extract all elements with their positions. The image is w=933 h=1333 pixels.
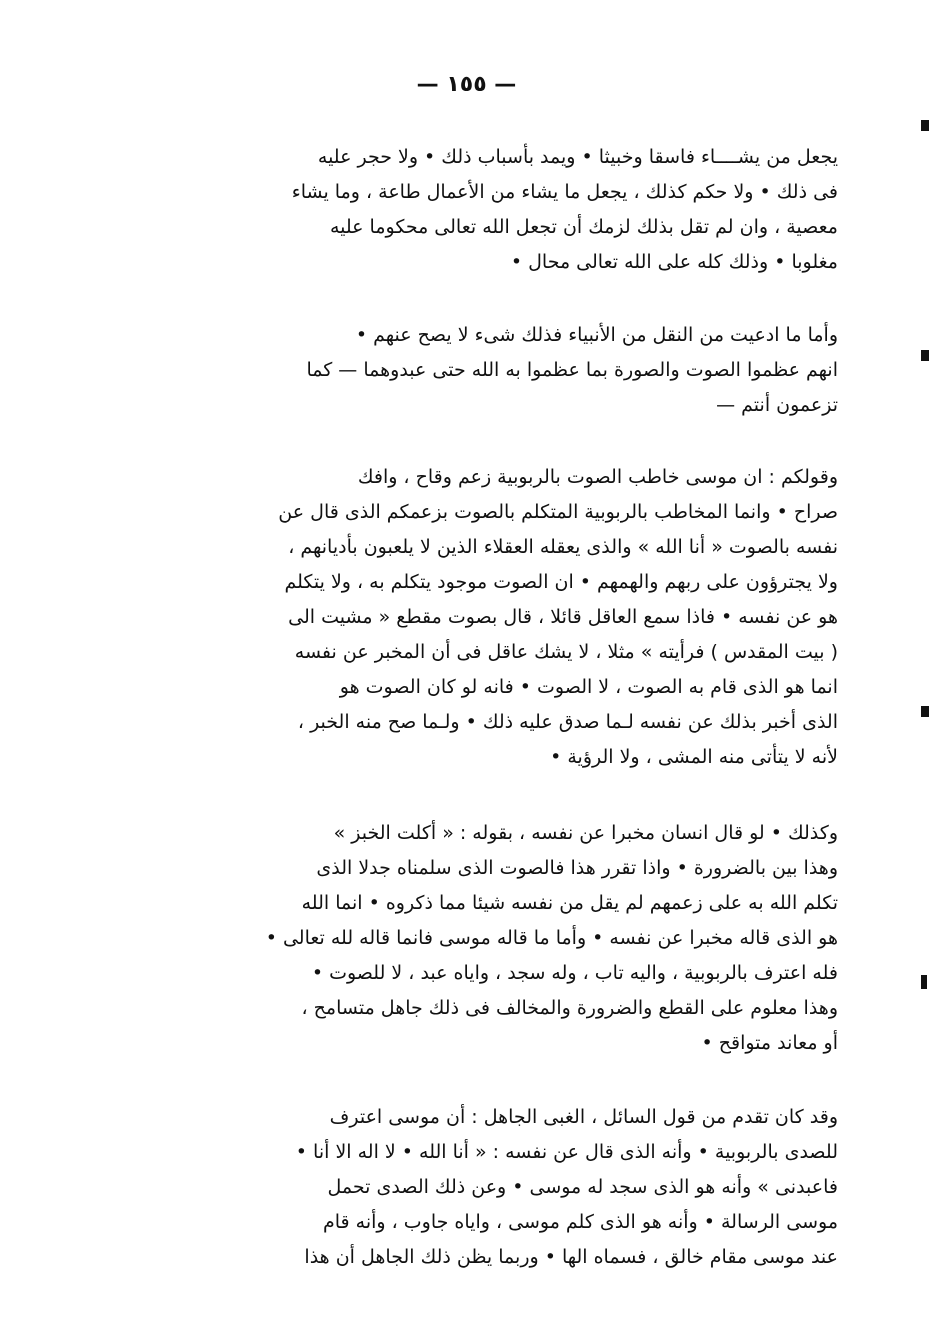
text-line: ولا يجترؤون على ربهم والهمهم • ان الصوت موجود يتكلم به ، ولا يتكلم	[284, 571, 838, 593]
text-line: وهذا بين بالضرورة • واذا تقرر هذا فالصوت الذى سلمناه جدلا الذى	[316, 857, 838, 879]
text-line: وقد كان تقدم من قول السائل ، الغبى الجاهل : أن موسى اعترف	[329, 1106, 838, 1128]
paragraph-1	[150, 140, 838, 280]
margin-mark	[921, 706, 929, 717]
text-line: الذى أخبر بذلك عن نفسه لـما صدق عليه ذلك • ولـما صح منه الخبر ،	[297, 711, 838, 733]
text-line: معصية ، وان لم تقل بذلك لزمك أن تجعل الله تعالى محكوما عليه	[329, 216, 838, 238]
margin-mark	[921, 120, 929, 131]
text-line: يجعل من يشــــاء فاسقا وخبيثا • ويمد بأسباب ذلك • ولا حجر عليه	[317, 146, 838, 168]
text-line: فاعبدنى » وأنه هو الذى سجد له موسى • وعن ذلك الصدى تحمل	[327, 1176, 838, 1198]
margin-mark	[921, 975, 927, 989]
text-line: فى ذلك • ولا حكم كذلك ، يجعل ما يشاء من الأعمال طاعة ، وما يشاء	[291, 181, 838, 203]
text-line: نفسه بالصوت « أنا الله » والذى يعقله العقلاء الذين لا يلعبون بأديانهم ،	[288, 536, 838, 558]
text-line: وكذلك • لو قال انسان مخبرا عن نفسه ، بقوله : « أكلت الخبز »	[333, 822, 838, 844]
paragraph-3	[150, 460, 838, 775]
text-line: فله اعترف بالربوبية ، واليه تاب ، وله سجد ، واياه عبد ، لا للصوت •	[311, 962, 838, 984]
paragraph-2	[150, 318, 838, 423]
text-line: صراح • وانما المخاطب بالربوبية المتكلم بالصوت بزعمكم الذى قال عن	[278, 501, 838, 523]
page-number: — ١٥٥ —	[416, 72, 517, 97]
text-line: انما هو الذى قام به الصوت ، لا الصوت • فانه لو كان الصوت هو	[339, 676, 838, 698]
text-line: وهذا معلوم على القطع والضرورة والمخالف فى ذلك جاهل متسامح ،	[301, 997, 838, 1019]
text-line: أو معاند متواقح •	[701, 1032, 838, 1054]
text-line: تزعمون أنتم —	[716, 394, 838, 416]
text-line: موسى الرسالة • وأنه هو الذى كلم موسى ، واياه جاوب ، وأنه قام	[322, 1211, 838, 1233]
margin-mark	[921, 350, 929, 361]
paragraph-4	[150, 816, 838, 1061]
text-line: انهم عظموا الصوت والصورة بما عظموا به الله حتى عبدوهما — كما	[306, 359, 838, 381]
text-line: عند موسى مقام خالق ، فسماه الها • وربما يظن ذلك الجاهل أن هذا	[304, 1246, 838, 1268]
text-line: وقولكم : ان موسى خاطب الصوت بالربوبية زعم وقاح ، وافك	[357, 466, 838, 488]
text-line: لأنه لا يتأتى منه المشى ، ولا الرؤية •	[550, 746, 838, 768]
text-line: هو عن نفسه • فاذا سمع العاقل قائلا ، قال بصوت مقطع « مشيت الى	[288, 606, 838, 628]
text-line: وأما ما ادعيت من النقل من الأنبياء فذلك شىء لا يصح عنهم •	[355, 324, 838, 346]
text-line: تكلم الله به على زعمهم لم يقل من نفسه شيئا مما ذكروه • انما الله	[301, 892, 838, 914]
text-line: هو الذى قاله مخبرا عن نفسه • وأما ما قاله موسى فانما قاله لله تعالى •	[265, 927, 838, 949]
text-line: للصدى بالربوبية • وأنه الذى قال عن نفسه : « أنا الله • لا اله الا أنا •	[295, 1141, 838, 1163]
text-line: مغلوبا • وذلك كله على الله تعالى محال •	[510, 251, 838, 273]
text-line: ( بيت المقدس ) فرأيته » مثلا ، لا يشك عاقل فى أن المخبر عن نفسه	[294, 641, 838, 663]
paragraph-5	[150, 1100, 838, 1275]
